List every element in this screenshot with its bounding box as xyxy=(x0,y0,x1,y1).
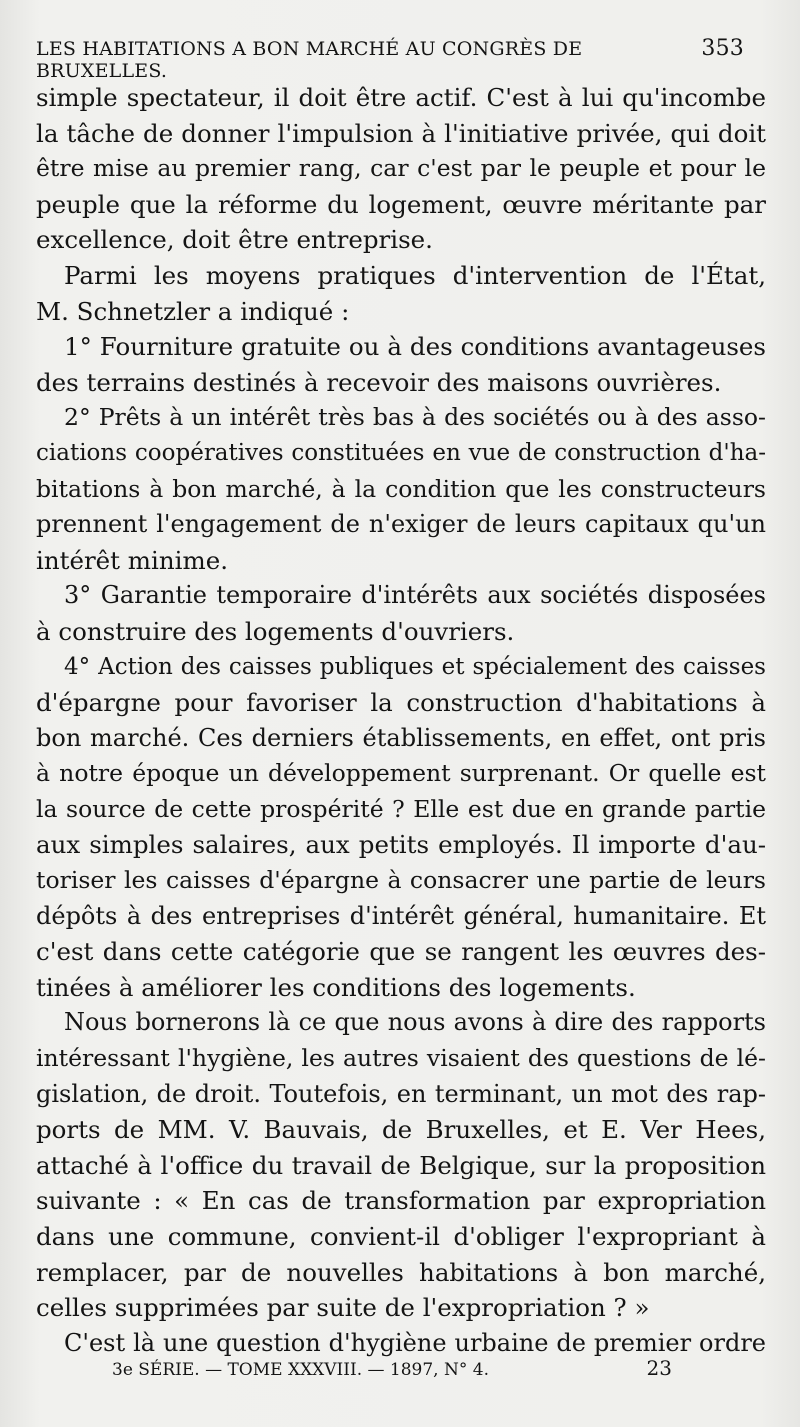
text-line: dépôts à des entreprises d'intérêt général, humanitaire. Et xyxy=(36,901,766,930)
text-line: 3° Garantie temporaire d'intérêts aux sociétés disposées xyxy=(64,581,766,610)
running-head xyxy=(36,36,744,82)
text-line: à construire des logements d'ouvriers. xyxy=(36,616,515,646)
body-text xyxy=(36,80,766,1361)
text-line: intéressant l'hygiène, les autres visaient des questions de lé- xyxy=(36,1044,766,1073)
text-line: 2° Prêts à un intérêt très bas à des sociétés ou à des asso- xyxy=(64,403,766,432)
text-line: aux simples salaires, aux petits employés. Il importe d'au- xyxy=(36,830,766,860)
text-line: attaché à l'office du travail de Belgique, sur la proposition xyxy=(36,1150,766,1180)
text-line: C'est là une question d'hygiène urbaine de premier ordre xyxy=(64,1328,766,1357)
text-line: 1° Fourniture gratuite ou à des conditions avantageuses xyxy=(64,332,766,362)
text-line: à notre époque un développement surprenant. Or quelle est xyxy=(36,759,766,788)
page-number: 353 xyxy=(701,36,744,61)
text-line: peuple que la réforme du logement, œuvre méritante par xyxy=(36,189,766,219)
text-line: dans une commune, convient-il d'obliger l'expropriant à xyxy=(36,1222,766,1251)
series-info: 3e SÉRIE. — TOME XXXVIII. — 1897, N° 4. xyxy=(112,1360,489,1380)
text-line: bon marché. Ces derniers établissements, en effet, ont pris xyxy=(36,723,766,752)
text-line: la tâche de donner l'impulsion à l'initiative privée, qui doit xyxy=(36,118,766,148)
text-line: simple spectateur, il doit être actif. C'est à lui qu'incombe xyxy=(36,83,766,112)
signature-mark: 23 xyxy=(646,1356,672,1380)
text-line: bitations à bon marché, à la condition que les constructeurs xyxy=(36,474,766,503)
text-line: d'épargne pour favoriser la construction d'habitations à xyxy=(36,688,766,718)
text-line: Parmi les moyens pratiques d'intervention de l'État, xyxy=(64,260,766,290)
text-line: excellence, doit être entreprise. xyxy=(36,225,433,255)
text-line: ports de MM. V. Bauvais, de Bruxelles, et E. Ver Hees, xyxy=(36,1115,766,1145)
text-line: suivante : « En cas de transformation par expropriation xyxy=(36,1186,766,1216)
text-line: toriser les caisses d'épargne à consacrer une partie de leurs xyxy=(36,866,766,895)
text-line: prennent l'engagement de n'exiger de leurs capitaux qu'un xyxy=(36,510,766,539)
text-line: Nous bornerons là ce que nous avons à dire des rapports xyxy=(64,1008,766,1037)
text-line: gislation, de droit. Toutefois, en terminant, un mot des rap- xyxy=(36,1079,766,1108)
text-line: intérêt minime. xyxy=(36,545,229,575)
text-line: tinées à améliorer les conditions des logements. xyxy=(36,972,636,1002)
text-line: M. Schnetzler a indiqué : xyxy=(36,296,350,326)
text-line: remplacer, par de nouvelles habitations à bon marché, xyxy=(36,1257,766,1287)
text-line: être mise au premier rang, car c'est par le peuple et pour le xyxy=(36,154,766,183)
text-line: 4° Action des caisses publiques et spécialement des caisses xyxy=(64,653,766,680)
text-line: ciations coopératives constituées en vue de construction d'ha- xyxy=(36,439,766,466)
text-line: celles supprimées par suite de l'expropriation ? » xyxy=(36,1293,650,1323)
text-line: la source de cette prospérité ? Elle est due en grande partie xyxy=(36,794,766,823)
running-title: LES HABITATIONS A BON MARCHÉ AU CONGRÈS DE BRUXELLES. xyxy=(36,38,583,82)
text-line: des terrains destinés à recevoir des maisons ouvrières. xyxy=(36,367,722,397)
page-footer xyxy=(112,1356,672,1386)
text-line: c'est dans cette catégorie que se rangent les œuvres des- xyxy=(36,937,766,967)
